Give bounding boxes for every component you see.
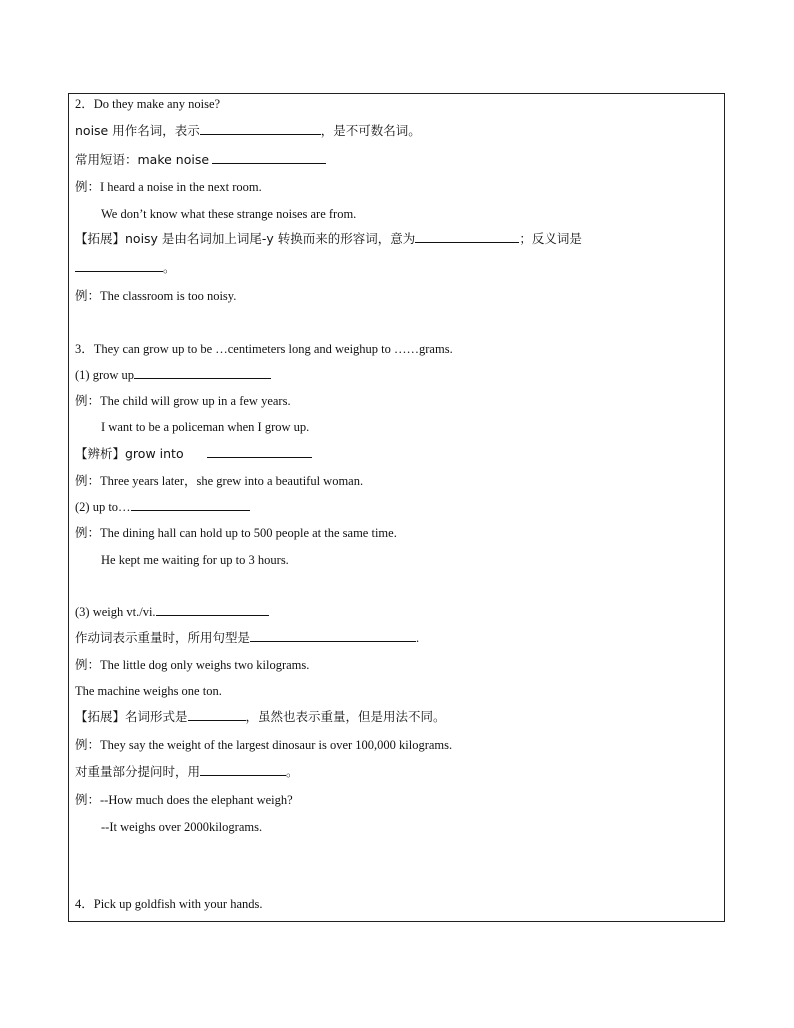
noise-meaning-line: noise 用作名词，表示 ，是不可数名词。 xyxy=(75,123,421,138)
example-line: 例：The little dog only weighs two kilograms. xyxy=(75,657,310,672)
fill-blank[interactable] xyxy=(200,764,286,776)
fill-blank[interactable] xyxy=(188,709,246,721)
example-line: 例：The classroom is too noisy. xyxy=(75,288,237,303)
example-line: 例：The dining hall can hold up to 500 people at the same time. xyxy=(75,525,397,540)
extension-line: 【拓展】noisy 是由名词加上词尾-y 转换而来的形容词，意为 ；反义词是 xyxy=(75,231,582,246)
weigh-line: (3) weigh vt./vi. xyxy=(75,604,269,620)
extension-line-cont: 。 xyxy=(75,260,176,276)
fill-blank[interactable] xyxy=(207,446,312,458)
fill-blank[interactable] xyxy=(75,260,163,272)
item-3-heading: 3．They can grow up to be …centimeters long and weighup to ……grams. xyxy=(75,342,453,356)
example-line: 例：--How much does the elephant weigh? xyxy=(75,792,293,807)
example-line: 例：The child will grow up in a few years. xyxy=(75,393,291,408)
example-line: He kept me waiting for up to 3 hours. xyxy=(101,553,289,567)
fill-blank[interactable] xyxy=(134,367,271,379)
example-line: I want to be a policeman when I grow up. xyxy=(101,420,310,434)
example-line: 例：They say the weight of the largest dinosaur is over 100,000 kilograms. xyxy=(75,737,453,752)
example-line: 例：I heard a noise in the next room. xyxy=(75,179,262,194)
fill-blank[interactable] xyxy=(212,152,326,164)
example-line: We don’t know what these strange noises are from. xyxy=(101,207,357,221)
grow-up-line: (1) grow up xyxy=(75,367,271,383)
item-4-heading: 4．Pick up goldfish with your hands. xyxy=(75,897,263,911)
question-line: 对重量部分提问时，用 。 xyxy=(75,764,299,779)
noun-form-line: 【拓展】名词形式是 ，虽然也表示重量，但是用法不同。 xyxy=(75,709,446,724)
discrimination-line: 【辨析】grow into xyxy=(75,446,312,462)
example-line: --It weighs over 2000kilograms. xyxy=(101,820,263,834)
fill-blank[interactable] xyxy=(200,123,321,135)
example-line: The machine weighs one ton. xyxy=(75,684,222,698)
weigh-pattern-line: 作动词表示重量时，所用句型是 . xyxy=(75,630,420,645)
fill-blank[interactable] xyxy=(250,630,416,642)
fill-blank[interactable] xyxy=(415,231,519,243)
noise-phrase-line: 常用短语：make noise xyxy=(75,152,326,168)
up-to-line: (2) up to… xyxy=(75,499,250,515)
fill-blank[interactable] xyxy=(131,499,250,511)
example-line: 例：Three years later，she grew into a beautiful woman. xyxy=(75,473,364,488)
fill-blank[interactable] xyxy=(156,604,269,616)
item-2-heading: 2．Do they make any noise? xyxy=(75,97,221,111)
